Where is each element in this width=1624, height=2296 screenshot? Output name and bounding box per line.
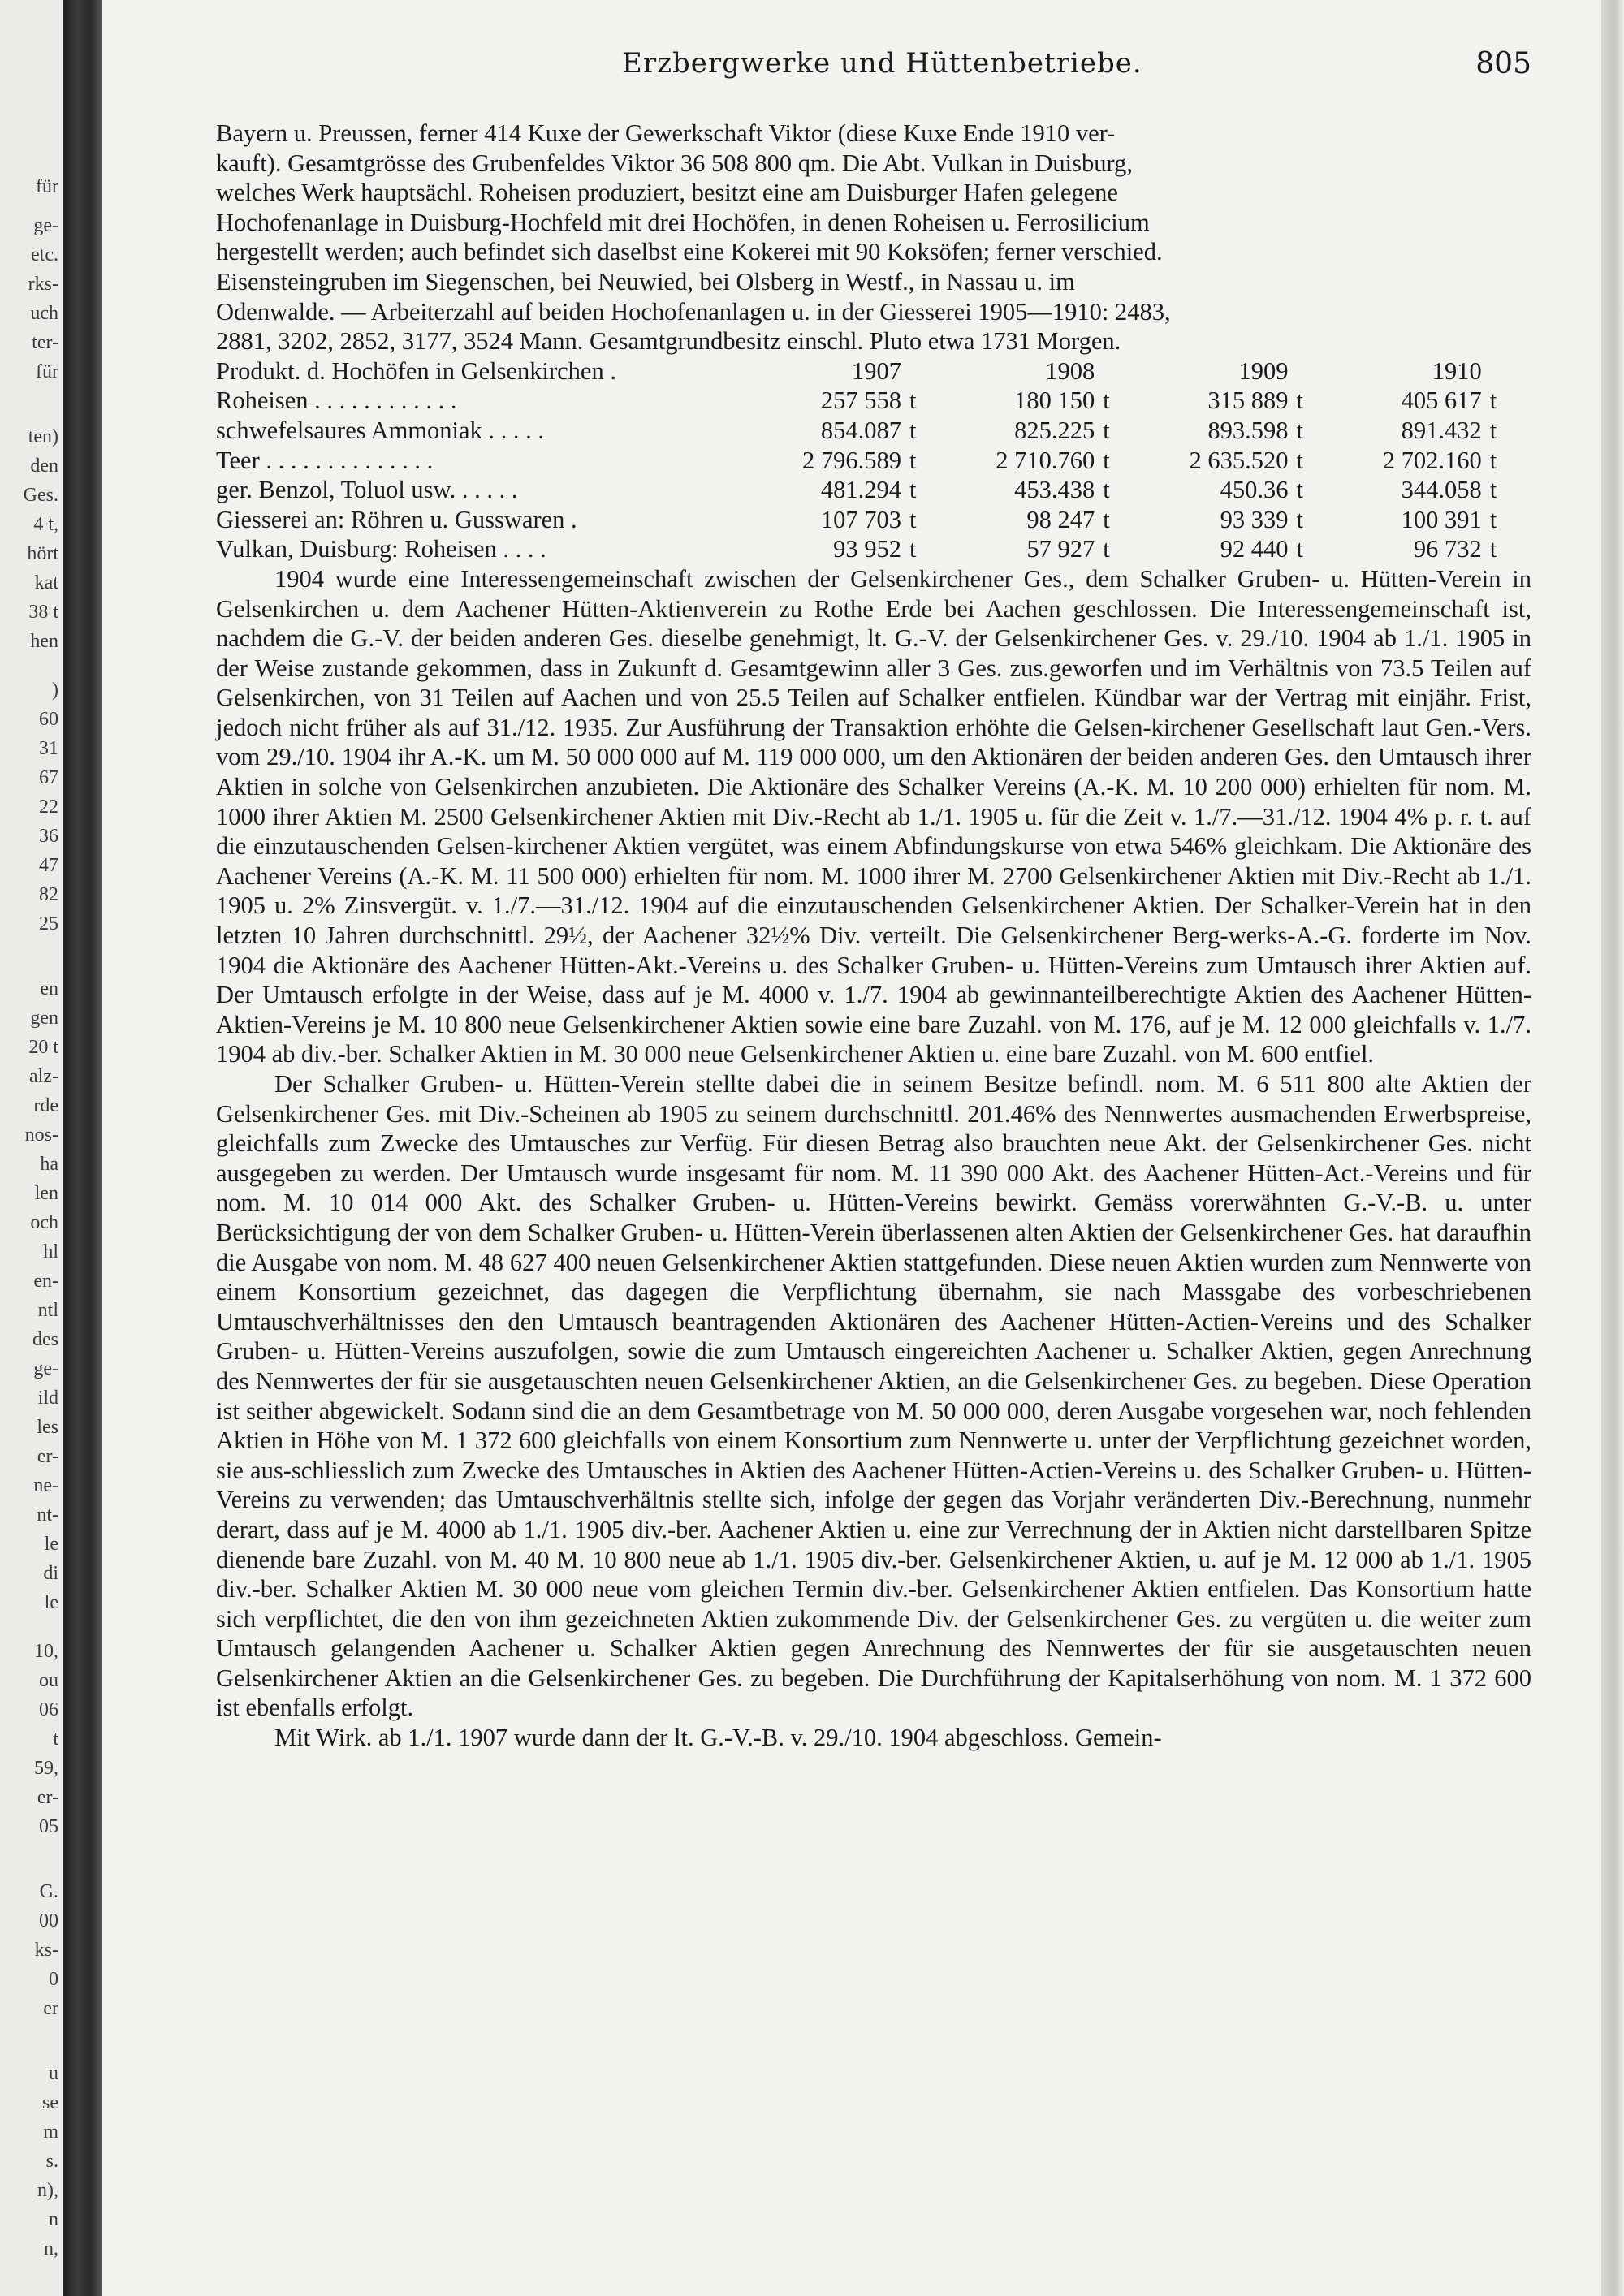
- facing-page-margin: [0, 0, 63, 2296]
- cell-value: 2 796.589: [801, 446, 901, 474]
- row-label: Vulkan, Duisburg: Roheisen . . . .: [216, 535, 546, 563]
- margin-fragment: 10,: [34, 1641, 58, 1662]
- cell-unit: t: [1103, 416, 1110, 444]
- cell-unit: t: [1296, 416, 1303, 444]
- text-line: Bayern u. Preussen, ferner 414 Kuxe der Gewerkschaft Viktor (diese Kuxe Ende 1910 ver-: [216, 119, 1116, 147]
- production-table: [216, 356, 1531, 564]
- cell-value: 453.438: [1014, 476, 1095, 504]
- cell-unit: t: [1103, 386, 1110, 415]
- cell-value: 2 635.520: [1189, 446, 1289, 474]
- book-spine: [63, 0, 102, 2296]
- table-row: [216, 416, 1531, 446]
- margin-fragment: 60: [39, 709, 58, 730]
- cell-unit: t: [1103, 505, 1110, 533]
- table-row: [216, 386, 1531, 416]
- margin-fragment: G.: [39, 1881, 58, 1902]
- cell-unit: t: [1489, 386, 1497, 415]
- margin-fragment: le: [44, 1534, 58, 1555]
- margin-fragment: er: [43, 1998, 58, 2019]
- margin-fragment: 59,: [34, 1758, 58, 1779]
- cell-value: 315 889: [1207, 386, 1289, 415]
- cell-value: 481.294: [820, 476, 901, 504]
- cell-value: 854.087: [820, 416, 901, 444]
- paragraph: Mit Wirk. ab 1./1. 1907 wurde dann der lt. G.-V.-B. v. 29./10. 1904 abgeschloss. Gemein-: [274, 1724, 1162, 1752]
- cell-unit: t: [909, 535, 917, 563]
- margin-fragment: gen: [30, 1008, 58, 1029]
- margin-fragment: di: [43, 1563, 58, 1584]
- cell-unit: t: [1489, 535, 1497, 563]
- cell-value: 344.058: [1401, 476, 1482, 504]
- cell-unit: t: [1296, 476, 1303, 504]
- margin-fragment: den: [30, 455, 58, 477]
- margin-fragment: ild: [37, 1388, 58, 1409]
- cell-unit: t: [909, 386, 917, 415]
- table-header-row: [216, 356, 1531, 386]
- margin-fragment: le: [44, 1592, 58, 1613]
- table-row: [216, 475, 1531, 505]
- margin-fragment: rde: [33, 1095, 58, 1116]
- text-line: 2881, 3202, 2852, 3177, 3524 Mann. Gesamtgrundbesitz einschl. Pluto etwa 1731 Morgen.: [216, 327, 1121, 356]
- year-header: 1907: [851, 356, 901, 385]
- margin-fragment: nos-: [24, 1124, 58, 1146]
- table-header-label: Produkt. d. Hochöfen in Gelsenkirchen .: [216, 356, 616, 385]
- cell-value: 893.598: [1207, 416, 1289, 444]
- row-label: Roheisen . . . . . . . . . . . .: [216, 386, 457, 415]
- margin-fragment: ten): [28, 426, 58, 447]
- margin-fragment: ou: [39, 1670, 58, 1691]
- margin-fragment: t: [53, 1728, 58, 1750]
- cell-value: 257 558: [820, 386, 901, 415]
- margin-fragment: 0: [49, 1969, 58, 1990]
- cell-unit: t: [1296, 386, 1303, 415]
- year-header: 1908: [1045, 356, 1095, 385]
- cell-unit: t: [1296, 446, 1303, 474]
- margin-fragment: en-: [33, 1271, 58, 1292]
- cell-value: 100 391: [1401, 505, 1482, 533]
- book-page: [102, 0, 1601, 2296]
- cell-unit: t: [1296, 505, 1303, 533]
- margin-fragment: für: [36, 176, 58, 197]
- cell-unit: t: [1103, 446, 1110, 474]
- running-title: Erzbergwerke und Hüttenbetriebe.: [622, 47, 1142, 80]
- margin-fragment: en: [40, 978, 58, 999]
- cell-unit: t: [1489, 416, 1497, 444]
- margin-fragment: etc.: [31, 244, 58, 265]
- margin-fragment: ha: [40, 1154, 58, 1175]
- cell-unit: t: [909, 416, 917, 444]
- cell-unit: t: [909, 476, 917, 504]
- margin-fragment: ): [52, 680, 58, 701]
- row-label: Teer . . . . . . . . . . . . . .: [216, 446, 434, 474]
- text-line: kauft). Gesamtgrösse des Grubenfeldes Viktor 36 508 800 qm. Die Abt. Vulkan in Duisburg,: [216, 149, 1133, 177]
- margin-fragment: uch: [30, 303, 58, 324]
- cell-value: 825.225: [1014, 416, 1095, 444]
- cell-value: 450.36: [1220, 476, 1289, 504]
- table-row: [216, 534, 1531, 564]
- row-label: Giesserei an: Röhren u. Gusswaren .: [216, 505, 577, 533]
- row-label: schwefelsaures Ammoniak . . . . .: [216, 416, 545, 444]
- cell-unit: t: [1296, 535, 1303, 563]
- margin-fragment: se: [42, 2092, 58, 2113]
- margin-fragment: nt-: [37, 1504, 58, 1526]
- body-text: [216, 119, 1531, 1753]
- page-number: 805: [1475, 47, 1531, 80]
- margin-fragment: er-: [37, 1446, 58, 1467]
- margin-fragment: 25: [39, 913, 58, 934]
- margin-fragment: 4 t,: [33, 514, 58, 535]
- margin-fragment: alz-: [29, 1066, 58, 1087]
- margin-fragment: 82: [39, 884, 58, 905]
- intro-lines: [216, 119, 1531, 356]
- row-label: ger. Benzol, Toluol usw. . . . . .: [216, 476, 518, 504]
- cell-value: 98 247: [1026, 505, 1095, 533]
- margin-fragment: ge-: [33, 215, 58, 236]
- margin-fragment: 38 t: [28, 602, 58, 623]
- margin-fragment: och: [30, 1212, 58, 1233]
- cell-value: 107 703: [820, 505, 901, 533]
- margin-fragment: 67: [39, 767, 58, 788]
- cell-unit: t: [1489, 476, 1497, 504]
- margin-fragment: ge-: [33, 1358, 58, 1379]
- text-line: Hochofenanlage in Duisburg-Hochfeld mit drei Hochöfen, in denen Roheisen u. Ferrosilicium: [216, 208, 1150, 236]
- margin-fragment: des: [32, 1329, 58, 1350]
- table-row: [216, 505, 1531, 535]
- margin-fragment: n: [49, 2209, 58, 2230]
- cell-value: 180 150: [1014, 386, 1095, 415]
- margin-fragment: 22: [39, 796, 58, 818]
- page-edge: [1601, 0, 1624, 2296]
- running-header: [216, 47, 1531, 88]
- margin-fragment: s.: [45, 2151, 58, 2172]
- table-row: [216, 446, 1531, 476]
- margin-fragment: m: [43, 2121, 58, 2143]
- year-header: 1910: [1432, 356, 1482, 385]
- margin-fragment: n),: [37, 2180, 58, 2201]
- margin-fragment: hen: [30, 631, 58, 652]
- text-line: Odenwalde. — Arbeiterzahl auf beiden Hochofenanlagen u. in der Giesserei 1905—1910: 2483,: [216, 297, 1171, 326]
- margin-fragment: ter-: [32, 332, 58, 353]
- cell-unit: t: [909, 446, 917, 474]
- cell-value: 96 732: [1413, 535, 1482, 563]
- margin-fragment: ks-: [34, 1940, 58, 1961]
- margin-fragment: er-: [37, 1787, 58, 1808]
- cell-value: 93 339: [1220, 505, 1289, 533]
- margin-fragment: für: [36, 361, 58, 382]
- margin-fragment: u: [49, 2063, 58, 2084]
- cell-value: 891.432: [1401, 416, 1482, 444]
- year-header: 1909: [1238, 356, 1289, 385]
- text-line: welches Werk hauptsächl. Roheisen produziert, besitzt eine am Duisburger Hafen gelegene: [216, 179, 1118, 207]
- cell-value: 2 710.760: [996, 446, 1095, 474]
- cell-unit: t: [1103, 535, 1110, 563]
- cell-value: 92 440: [1220, 535, 1289, 563]
- margin-fragment: 47: [39, 855, 58, 876]
- margin-fragment: 00: [39, 1910, 58, 1931]
- margin-fragment: ne-: [33, 1475, 58, 1496]
- cell-unit: t: [1489, 505, 1497, 533]
- margin-fragment: 36: [39, 826, 58, 847]
- cell-value: 2 702.160: [1382, 446, 1482, 474]
- margin-fragment: rks-: [28, 274, 58, 295]
- cell-unit: t: [1103, 476, 1110, 504]
- margin-fragment: ntl: [37, 1300, 58, 1321]
- margin-fragment: n,: [44, 2238, 58, 2259]
- paragraph: 1904 wurde eine Interessengemeinschaft zwischen der Gelsenkirchener Ges., dem Schalker Gruben- u. Hütten-Verein in Gelsenkirchen u. dem Aachener Hütten-Aktienverein zu Rothe Erde bei Aachen geschlossen. Die Interessengemeinschaft ist, nachdem die G.-V. der beiden anderen Ges. dieselbe genehmigt, lt. G.-V. der Gelsenkirchener Ges. v. 29./10. 1904 ab 1./1. 1905 in der Weise zustande gekommen, dass in Zukunft d. Gesamtgewinn aller 3 Ges. zus.geworfen und im Verhältnis von 73.5 Teilen auf Gelsenkirchen, von 31 Teilen auf Aachen und von 25.5 Teilen auf Schalker entfielen. Kündbar war der Vertrag mit einjähr. Frist, jedoch nicht früher als auf 31./12. 1935. Zur Ausführung der Transaktion erhöhte die Gelsen-kirchener Gesellschaft laut Gen.-Vers. vom 29./10. 1904 ihr A.-K. um M. 50 000 000 auf M. 119 000 000, um den Aktionären der beiden anderen Ges. den Umtausch ihrer Aktien in solche von Gelsenkirchen anzubieten. Die Aktionäre des Schalker Vereins (A.-K. M. 10 200 000) erhielten für nom. M. 1000 ihrer Aktien M. 2500 Gelsenkirchener Aktien mit Div.-Recht ab 1./1. 1905 u. für die Zeit v. 1./7.—31./12. 1904 4% p. r. t. auf die einzutauschenden Gelsen-kirchener Aktien vergütet, was einem Abfindungskurse von etwa 546% gleichkam. Die Aktionäre des Aachener Vereins (A.-K. M. 11 500 000) erhielten für nom. M. 1000 ihrer M. 2700 Gelsenkirchener Aktien mit Div.-Recht ab 1./1. 1905 u. 2% Zinsvergüt. v. 1./7.—31./12. 1904 auf die einzutauschenden Gelsenkirchener Aktien. Der Schalker-Verein hat in den letzten 10 Jahren durchschnittl. 29½, der Aachener 32½% Div. verteilt. Die Gelsenkirchener Berg-werks-A.-G. forderte im Nov. 1904 die Aktionäre des Aachener Hütten-Akt.-Vereins u. des Schalker Gruben- u. Hütten-Vereins zum Umtausch ihrer Aktien auf. Der Umtausch erfolgte in der Weise, dass auf je M. 4000 v. 1./7. 1904 ab gewinnanteilberechtigte Aktien des Aachener Hütten-Aktien-Vereins je M. 10 800 neue Gelsenkirchener Aktien sowie eine bare Zuzahl. von M. 176, auf je M. 12 000 gleichfalls v. 1./7. 1904 ab div.-ber. Schalker Aktien in M. 30 000 neue Gelsenkirchener Aktien u. eine bare Zuzahl. von M. 600 entfiel.: [216, 564, 1531, 1068]
- margin-fragment: hört: [27, 543, 58, 564]
- margin-fragment: 05: [39, 1816, 58, 1837]
- paragraph: Der Schalker Gruben- u. Hütten-Verein stellte dabei die in seinem Besitze befindl. nom. M. 6 511 800 alte Aktien der Gelsenkirchener Ges. mit Div.-Scheinen ab 1905 zu seinem durchschnittl. 201.46% des Nennwertes ausmachenden Erwerbspreise, gleichfalls zum Zwecke des Umtausches zur Verfüg. Für diesen Betrag also brauchten neue Akt. der Gelsenkirchener Ges. nicht ausgegeben zu werden. Der Umtausch wurde insgesamt für nom. M. 11 390 000 Akt. des Aachener Hütten-Act.-Vereins und für nom. M. 10 014 000 Akt. des Schalker Gruben- u. Hütten-Vereins bewirkt. Gemäss vorerwähnten G.-V.-B. u. unter Berücksichtigung der von dem Schalker Gruben- u. Hütten-Verein überlassenen alten Aktien der Gelsenkirchener Ges. hat daraufhin die Ausgabe von nom. M. 48 627 400 neuen Gelsenkirchener Aktien stattgefunden. Diese neuen Aktien wurden zum Nennwerte von einem Konsortium gezeichnet, das dagegen die Verpflichtung übernahm, sie nach Massgabe des vorbeschriebenen Umtauschverhältnisses den den Umtausch beantragenden Aktionären des Aachener Hütten-Actien-Vereins und des Schalker Gruben- u. Hütten-Vereins auszufolgen, sowie die zum Umtausch eingereichten Aachener u. Schalker Aktien, gegen Anrechnung des Nennwertes der für sie ausgetauschten neuen Gelsenkirchener Aktien, an die Gelsenkirchener Ges. zu begeben. Diese Operation ist seither abgewickelt. Sodann sind die an dem Gesamtbetrage von M. 50 000 000, deren Ausgabe vorgesehen war, noch fehlenden Aktien in Höhe von M. 1 372 600 gleichfalls von einem Konsortium zum Nennwerte u. unter der Verpflichtung gezeichnet worden, sie aus-schliesslich zum Zwecke des Umtausches in Aktien des Aachener Hütten-Actien-Vereins u. des Schalker Gruben- u. Hütten-Vereins zu verwenden; das Umtauschverhältnis stellte sich, infolge der gegen das Vorjahr veränderten Div.-Berechnung, nunmehr derart, dass auf je M. 4000 ab 1./1. 1905 div.-ber. Aachener Aktien u. eine zur Verrechnung der in Aktien nicht darstellbaren Spitze dienende bare Zuzahl. von M. 40 M. 10 800 neue ab 1./1. 1905 div.-ber. Gelsenkirchener Aktien, u. auf je M. 12 000 ab 1./1. 1905 div.-ber. Schalker Aktien M. 30 000 neue vom gleichen Termin div.-ber. Gelsenkirchener Aktien entfielen. Das Konsortium hatte sich verpflichtet, die den von ihm gezeichneten Aktien zukommende Div. der Gelsenkirchener Ges. zu vergüten u. die weiter zum Umtausch gelangenden Aachener u. Schalker Aktien gegen Anrechnung des Nennwertes der für sie ausgetauschten neuen Gelsenkirchener Aktien an die Gelsenkirchener Ges. zu begeben. Die Durchführung der Kapitalserhöhung von nom. M. 1 372 600 ist ebenfalls erfolgt.: [216, 1070, 1531, 1722]
- margin-fragment: len: [34, 1183, 58, 1204]
- cell-unit: t: [1489, 446, 1497, 474]
- text-line: hergestellt werden; auch befindet sich daselbst eine Kokerei mit 90 Koksöfen; ferner verschied.: [216, 238, 1163, 266]
- cell-value: 405 617: [1401, 386, 1482, 415]
- margin-fragment: les: [37, 1417, 58, 1438]
- margin-fragment: hl: [43, 1241, 58, 1262]
- margin-fragment: 06: [39, 1699, 58, 1720]
- cell-value: 57 927: [1026, 535, 1095, 563]
- margin-fragment: 31: [39, 738, 58, 759]
- text-line: Eisensteingruben im Siegenschen, bei Neuwied, bei Olsberg in Westf., in Nassau u. im: [216, 267, 1075, 296]
- margin-fragment: 20 t: [28, 1037, 58, 1058]
- margin-fragment: kat: [34, 572, 58, 593]
- cell-value: 93 952: [833, 535, 901, 563]
- margin-fragment: Ges.: [23, 485, 58, 506]
- cell-unit: t: [909, 505, 917, 533]
